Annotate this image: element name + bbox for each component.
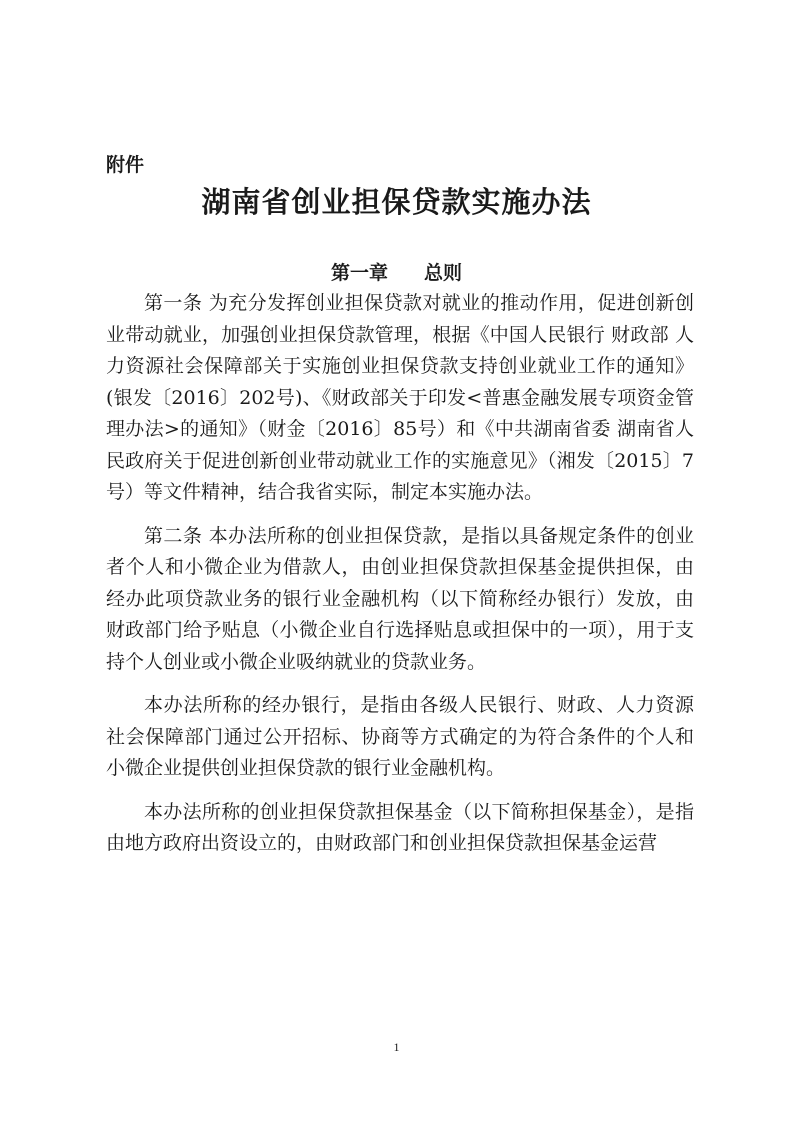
page-number: 1 [393, 1040, 400, 1054]
article-1-paragraph: 第一条 为充分发挥创业担保贷款对就业的推动作用，促进创新创业带动就业，加强创业担保贷款管理，根据《中国人民银行 财政部 人力资源社会保障部关于实施创业担保贷款支持创业就业工作的通知》(银发〔2016〕202号)、《财政部关于印发<普惠金融发展专项资金管理办法>的通知》（财金〔2016〕85号）和《中共湖南省委 湖南省人民政府关于促进创新创业带动就业工作的实施意见》（湘发〔2015〕7号）等文件精神，结合我省实际，制定本实施办法。 [106, 292, 694, 503]
article-2-paragraph: 第二条 本办法所称的创业担保贷款，是指以具备规定条件的创业者个人和小微企业为借款人，由创业担保贷款担保基金提供担保，由经办此项贷款业务的银行业金融机构（以下简称经办银行）发放，由财政部门给予贴息（小微企业自行选择贴息或担保中的一项），用于支持个人创业或小微企业吸纳就业的贷款业务。 [106, 524, 694, 673]
guarantee-fund-paragraph: 本办法所称的创业担保贷款担保基金（以下简称担保基金），是指由地方政府出资设立的，由财政部门和创业担保贷款担保基金运营 [106, 800, 694, 854]
chapter-heading [0, 258, 793, 285]
bank-definition-paragraph: 本办法所称的经办银行，是指由各级人民银行、财政、人力资源社会保障部门通过公开招标、协商等方式确定的为符合条件的个人和小微企业提供创业担保贷款的银行业金融机构。 [106, 694, 694, 779]
chapter-name: 总则 [424, 262, 463, 284]
attachment-label: 附件 [106, 154, 145, 176]
chapter-number: 第一章 [330, 262, 388, 284]
document-title: 湖南省创业担保贷款实施办法 [201, 185, 592, 219]
document-body [106, 288, 694, 872]
